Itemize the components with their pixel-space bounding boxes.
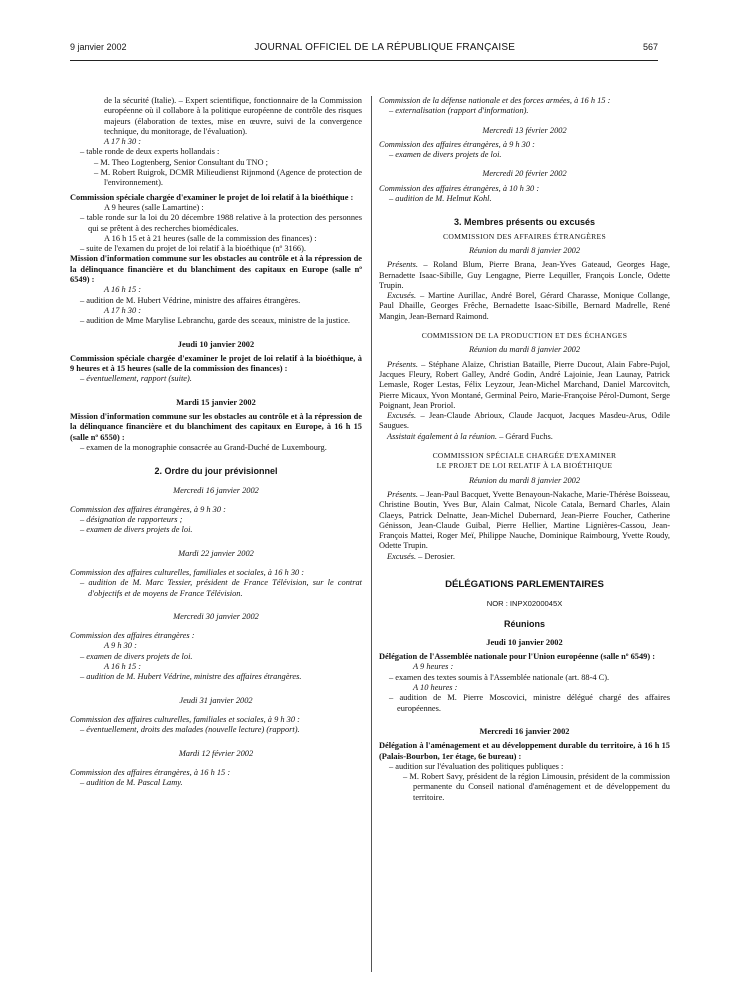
excused-names: – Derosier. [416, 551, 455, 561]
day-heading: Mardi 12 février 2002 [178, 748, 254, 758]
time-label: A 9 heures : [413, 662, 454, 672]
day-heading: Jeudi 31 janvier 2002 [179, 695, 253, 705]
right-column [379, 96, 670, 803]
commission-title: Commission des affaires étrangères, à 9 h 30 : [70, 504, 226, 514]
list-item: – suite de l'examen du projet de loi relatif à la bioéthique (nº 3166). [80, 244, 306, 254]
delegations-heading: DÉLÉGATIONS PARLEMENTAIRES [445, 578, 604, 590]
header-page-number: 567 [642, 42, 658, 52]
mission-title: Mission d'information commune sur les obstacles au contrôle et à la répression de la délinquance financière et du blanchiment des capitaux en Europe, à 16 h 15 (salle nº 6550) : [70, 412, 362, 442]
running-head [70, 42, 658, 56]
day-heading: Mercredi 13 février 2002 [482, 125, 567, 135]
left-column [70, 96, 362, 788]
commission-heading-line1: COMMISSION SPÉCIALE CHARGÉE D'EXAMINER [432, 451, 617, 461]
list-item: – M. Robert Savy, président de la région Limousin, président de la commission permanente du Conseil national d'aménagement et de développement du territoire. [403, 772, 670, 802]
meeting-date: Réunion du mardi 8 janvier 2002 [468, 345, 581, 355]
list-item: – audition de M. Helmut Kohl. [389, 194, 492, 204]
commission-title: Commission spéciale chargée d'examiner le projet de loi relatif à la bioéthique : [70, 192, 354, 202]
attendance-present [379, 260, 670, 291]
list-item: – examen des textes soumis à l'Assemblée nationale (art. 88-4 C). [389, 672, 610, 682]
commission-title: Commission spéciale chargée d'examiner le projet de loi relatif à la bioéthique, à 9 heures et à 15 heures (salle de la commission des finances) : [70, 353, 362, 374]
attendance-excused [379, 552, 670, 562]
section-heading: 3. Membres présents ou excusés [453, 217, 596, 228]
commission-title: Commission des affaires étrangères, à 9 h 30 : [379, 139, 535, 149]
excused-label: Excusés. [387, 411, 417, 421]
present-names: – Jean-Paul Bacquet, Yvette Benayoun-Nakache, Marie-Thérèse Boisseau, Christine Boutin, Yves Bur, Alain Calmat, Nicole Catala, Bernard Charles, Alain Claeys, Patrick Delnatte, Jean-Michel Dubernard, Jean-Pierre Foucher, Catherine Génisson, Jean-Claude Guibal, Pierre Hellier, Martine Lignières-Cassou, Jean-François Mattei, Roger Meï, Philippe Nauche, Dominique Raimbourg, Yvette Roudy, Odette Trupin. [379, 489, 670, 551]
time-label: A 16 h 15 : [104, 285, 142, 295]
time-label: A 16 h 15 et à 21 heures (salle de la commission des finances) : [104, 233, 317, 243]
continued-paragraph: de la sécurité (Italie). – Expert scientifique, fonctionnaire de la Commission européenne où il collabore à la politique européenne de contrôle des risques majeurs (élaboration de textes, mise en œuvre, suivi de la convergence technique, du monitorage, de l'évaluation). [104, 96, 362, 136]
day-heading: Mercredi 16 janvier 2002 [173, 485, 259, 495]
meeting-date: Réunion du mardi 8 janvier 2002 [468, 245, 581, 255]
attendance-present [379, 360, 670, 411]
list-item: – examen de la monographie consacrée au Grand-Duché de Luxembourg. [80, 442, 327, 452]
commission-heading: COMMISSION DES AFFAIRES ÉTRANGÈRES [442, 231, 606, 241]
commission-title: Commission de la défense nationale et des forces armées, à 16 h 15 : [379, 96, 611, 105]
meeting-date: Réunion du mardi 8 janvier 2002 [468, 475, 581, 485]
commission-title: Commission des affaires étrangères, à 10 h 30 : [379, 183, 540, 193]
list-item: – audition de M. Hubert Védrine, ministre des affaires étrangères. [80, 672, 302, 682]
list-item: – M. Robert Ruigrok, DCMR Milieudienst Rijnmond (Agence de protection de l'environnement). [94, 168, 362, 188]
present-label: Présents. [387, 260, 418, 270]
list-item: – table ronde de deux experts hollandais : [80, 147, 220, 157]
assisting-names: – Gérard Fuchs. [497, 431, 553, 441]
day-heading: Mercredi 30 janvier 2002 [173, 611, 259, 621]
day-heading: Mercredi 16 janvier 2002 [479, 726, 570, 736]
commission-title: Commission des affaires culturelles, familiales et sociales, à 16 h 30 : [70, 567, 305, 577]
list-item: – M. Theo Logtenberg, Senior Consultant du TNO ; [94, 157, 269, 167]
time-label: A 16 h 15 : [104, 662, 142, 672]
nor-reference: NOR : INPX0200045X [486, 599, 563, 609]
list-item: – audition de M. Marc Tessier, président de France Télévision, sur le contrat d'objectifs et de moyens de France Télévision. [80, 578, 362, 598]
time-label: A 17 h 30 : [104, 137, 142, 147]
present-names: – Roland Blum, Pierre Brana, Jean-Yves Gateaud, Georges Hage, Bernadette Isaac-Sibille, Guy Lengagne, Pierre Lequiller, François Loncle, Odette Trupin. [379, 260, 670, 290]
time-label: A 9 h 30 : [104, 641, 137, 651]
excused-names: – Martine Aurillac, André Borel, Gérard Charasse, Monique Collange, Paul Dhaille, Georges Frêche, Bernadette Isaac-Sibille, Bernard Madrelle, René Mangin, Jean-Bernard Raimond. [379, 291, 670, 321]
delegation-title: Délégation à l'aménagement et au développement durable du territoire, à 16 h 15 (Palais-Bourbon, 1er étage, 6e bureau) : [379, 741, 670, 761]
reunions-heading: Réunions [503, 618, 545, 629]
list-item: – éventuellement, droits des malades (nouvelle lecture) (rapport). [80, 725, 300, 735]
present-label: Présents. [387, 359, 418, 369]
time-label: A 17 h 30 : [104, 305, 142, 315]
day-heading: Mardi 22 janvier 2002 [178, 548, 254, 558]
commission-title: Commission des affaires étrangères, à 16 h 15 : [70, 767, 231, 777]
list-item: – audition de M. Hubert Védrine, ministre des affaires étrangères. [80, 295, 301, 305]
present-names: – Stéphane Alaize, Christian Bataille, Pierre Ducout, Alain Fabre-Pujol, Jacques Fleury, Robert Galley, André Godin, André Lajoinie, Jean Launay, Patrick Lemasle, Roger Lestas, Félix Leyzour, Jean-Michel Marchand, Daniel Marcovitch, Pierre Micaux, Yvon Montané, Germinal Peiro, Marie-Françoise Pérol-Dumont, Serge Poignant, Jean Proriol. [379, 359, 670, 410]
present-label: Présents. [387, 489, 418, 499]
commission-title: Commission des affaires culturelles, familiales et sociales, à 9 h 30 : [70, 714, 300, 724]
list-item: – audition de Mme Marylise Lebranchu, garde des sceaux, ministre de la justice. [80, 316, 351, 326]
attendance-excused [379, 291, 670, 322]
attendance-assisting [379, 432, 670, 442]
excused-names: – Jean-Claude Abrioux, Claude Jacquot, Jacques Masdeu-Arus, Odile Saugues. [379, 411, 670, 431]
header-date: 9 janvier 2002 [70, 42, 127, 52]
column-divider [371, 96, 372, 972]
list-item: – audition de M. Pierre Moscovici, ministre délégué chargé des affaires européennes. [389, 693, 670, 713]
list-item: – table ronde sur la loi du 20 décembre 1988 relative à la protection des personnes qui se prêtent à des recherches biomédicales. [80, 213, 362, 233]
time-label: A 10 heures : [413, 683, 458, 693]
day-heading: Mercredi 20 février 2002 [482, 169, 567, 179]
list-item: – examen de divers projets de loi. [80, 525, 193, 535]
list-item: – désignation de rapporteurs ; [80, 515, 183, 525]
list-item: – éventuellement, rapport (suite). [80, 374, 192, 384]
commission-heading-line2: LE PROJET DE LOI RELATIF À LA BIOÉTHIQUE [436, 461, 613, 471]
assisting-label: Assistait également à la réunion. [387, 431, 498, 441]
list-item: – examen de divers projets de loi. [389, 150, 502, 160]
list-item: – audition sur l'évaluation des politiques publiques : [389, 761, 564, 771]
excused-label: Excusés. [387, 551, 417, 561]
attendance-excused [379, 411, 670, 432]
header-rule [70, 60, 658, 61]
mission-title: Mission d'information commune sur les obstacles au contrôle et à la répression de la délinquance financière et du blanchiment des capitaux en Europe (salle nº 6549) : [70, 254, 362, 285]
attendance-present [379, 490, 670, 552]
day-heading: Jeudi 10 janvier 2002 [177, 339, 255, 349]
time-label: A 9 heures (salle Lamartine) : [104, 202, 204, 212]
list-item: – examen de divers projets de loi. [80, 651, 193, 661]
section-heading: 2. Ordre du jour prévisionnel [154, 466, 278, 477]
delegation-title: Délégation de l'Assemblée nationale pour l'Union européenne (salle nº 6549) : [379, 652, 656, 662]
day-heading: Mardi 15 janvier 2002 [176, 397, 256, 407]
excused-label: Excusés. [387, 291, 417, 301]
commission-title: Commission des affaires étrangères : [70, 631, 195, 641]
day-heading: Jeudi 10 janvier 2002 [486, 637, 563, 647]
header-title: JOURNAL OFFICIEL DE LA RÉPUBLIQUE FRANÇAISE [254, 42, 516, 53]
commission-heading: COMMISSION DE LA PRODUCTION ET DES ÉCHANGES [421, 331, 628, 341]
list-item: – externalisation (rapport d'information). [389, 106, 529, 116]
list-item: – audition de M. Pascal Lamy. [80, 778, 183, 788]
